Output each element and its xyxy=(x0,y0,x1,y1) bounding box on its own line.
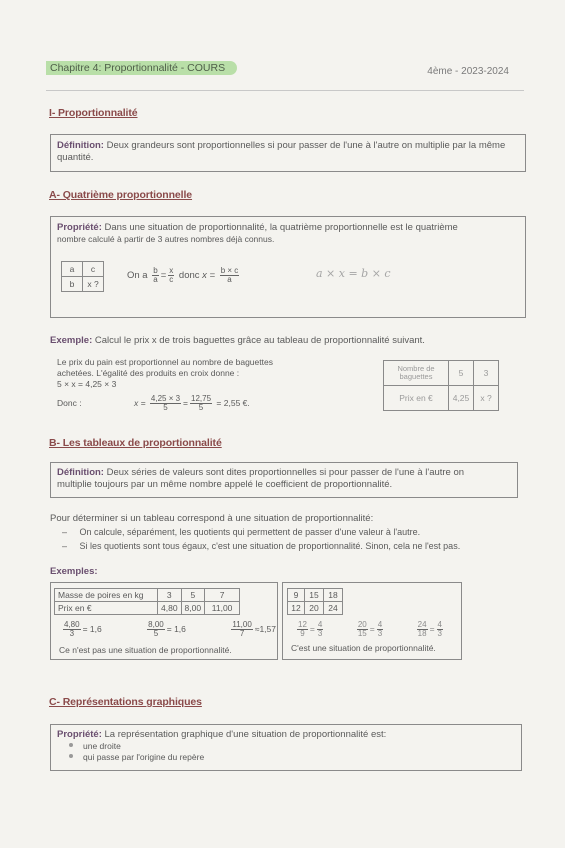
table-cell: 5 xyxy=(181,589,205,602)
x-equals: x = xyxy=(202,270,216,282)
table-cell: x ? xyxy=(474,386,499,411)
property-text: Dans une situation de proportionnalité, la quatrième proportionnelle est le quatrième xyxy=(104,222,458,233)
quotients-2 xyxy=(295,621,445,638)
chapter-title: Chapitre 4: Proportionnalité - COURS xyxy=(46,61,237,75)
explanation-line: 5 × x = 4,25 × 3 xyxy=(57,379,117,389)
conclusion-1: Ce n'est pas une situation de proportionnalité. xyxy=(59,645,232,655)
bullet-text: Si les quotients sont tous égaux, c'est une situation de proportionnalité. Sinon, cela ne l'est pas. xyxy=(79,541,461,551)
equals: = xyxy=(369,623,375,634)
table-cell: 12 xyxy=(288,602,305,615)
section-title: I- Proportionnalité xyxy=(49,107,138,119)
equals: = xyxy=(309,623,315,634)
table-header: Prix en € xyxy=(55,602,158,615)
table-header: Prix en € xyxy=(384,386,449,411)
denominator: 3 xyxy=(437,629,442,638)
definition-label: Définition: xyxy=(57,140,104,151)
table-cell: 15 xyxy=(305,589,324,602)
explanation-line: Le prix du pain est proportionnel au nombre de baguettes xyxy=(57,357,273,367)
table-cell: 11,00 xyxy=(205,602,240,615)
donc-label: Donc : xyxy=(57,397,82,408)
table-cell: 3 xyxy=(158,589,182,602)
example-label: Exemple: xyxy=(50,335,93,346)
numerator: 12 xyxy=(298,620,307,629)
pears-table xyxy=(54,588,240,615)
method-bullet: – On calcule, séparément, les quotients qui permettent de passer d'une valeur à l'autre. xyxy=(62,527,421,537)
numerator: x xyxy=(169,266,174,275)
bullet-text: une droite xyxy=(83,741,121,751)
quotient-result: ≈1,57 xyxy=(254,623,276,634)
denominator: 3 xyxy=(317,629,323,638)
example-box-1 xyxy=(50,582,278,660)
property-box xyxy=(50,216,526,318)
quotient xyxy=(229,621,276,638)
definition-text: Deux séries de valeurs sont dites proportionnelles si pour passer de l'une à l'autre on xyxy=(106,467,465,478)
denominator: a xyxy=(153,275,158,284)
method-intro: Pour déterminer si un tableau correspond à une situation de proportionnalité: xyxy=(50,513,374,524)
fraction xyxy=(190,395,212,412)
quotient xyxy=(295,621,325,638)
method-bullet: – Si les quotients sont tous égaux, c'est une situation de proportionnalité. Sinon, cela ne l'est pas. xyxy=(62,541,461,551)
table-cell: 8,00 xyxy=(181,602,205,615)
equals: = xyxy=(160,270,167,282)
denominator: 5 xyxy=(163,403,168,412)
table-cell: 24 xyxy=(324,602,343,615)
denominator: 9 xyxy=(300,629,305,638)
denominator: 7 xyxy=(239,629,245,638)
table-cell: 4,25 xyxy=(449,386,474,411)
formula xyxy=(127,267,241,284)
fraction xyxy=(152,267,158,284)
quotient xyxy=(415,621,445,638)
section-title: B- Les tableaux de proportionnalité xyxy=(49,437,222,449)
formula-donc: donc xyxy=(178,270,200,282)
table-cell: 20 xyxy=(305,602,324,615)
definition-box xyxy=(50,134,526,172)
grid-cell-a: a xyxy=(62,262,83,277)
bullet-dot-icon xyxy=(69,743,73,747)
table-header: Masse de poires en kg xyxy=(55,589,158,602)
denominator: c xyxy=(169,275,174,284)
numerator: b × c xyxy=(220,266,239,275)
table-header: Nombre de baguettes xyxy=(384,361,449,386)
example-text: Calcul le prix x de trois baguettes grâce au tableau de proportionnalité suivant. xyxy=(94,335,425,346)
explanation-line: achetées. L'égalité des produits en croix donne : xyxy=(57,368,240,378)
header-divider xyxy=(46,90,524,91)
property-box xyxy=(50,724,522,771)
quotient-result: = 1,6 xyxy=(82,623,102,634)
denominator: 5 xyxy=(198,403,204,412)
table-cell: 18 xyxy=(324,589,343,602)
property-label: Propriété: xyxy=(57,222,102,233)
quotient xyxy=(355,621,385,638)
formula-on: On a xyxy=(127,270,148,282)
bullet-dot-icon xyxy=(69,754,73,758)
school-year: 4ème - 2023-2024 xyxy=(427,66,509,77)
examples-label: Exemples: xyxy=(50,566,98,577)
property-text: La représentation graphique d'une situation de proportionnalité est: xyxy=(104,729,387,740)
fraction xyxy=(150,395,181,412)
equals: = xyxy=(183,397,189,408)
denominator: 3 xyxy=(377,629,383,638)
numerator: 4 xyxy=(317,620,323,629)
numerator: 8,00 xyxy=(148,620,164,629)
x-equals: x = xyxy=(133,397,146,408)
denominator: 15 xyxy=(357,629,367,638)
table-cell: 3 xyxy=(474,361,499,386)
baguette-table xyxy=(383,360,499,411)
example-heading xyxy=(50,335,425,347)
numerator: 4 xyxy=(437,620,442,629)
quotients-1 xyxy=(61,621,276,638)
fraction xyxy=(168,267,174,284)
example-result xyxy=(57,395,250,412)
section-title: C- Représentations graphiques xyxy=(49,696,202,708)
example-box-2 xyxy=(282,582,462,660)
definition-text-2: multiplie toujours par un même nombre appelé le coefficient de proportionnalité. xyxy=(57,479,393,490)
denominator: 3 xyxy=(69,629,75,638)
numerator: 20 xyxy=(357,620,367,629)
grid-cell-x: x ? xyxy=(83,277,104,292)
example-explanation xyxy=(57,357,367,390)
property-text-2: nombre calculé à partir de 3 autres nombres déjà connus. xyxy=(57,234,275,244)
equals: = xyxy=(429,623,435,634)
quotient-result: = 1,6 xyxy=(166,623,186,634)
section-title: A- Quatrième proportionnelle xyxy=(49,189,193,201)
quotient xyxy=(61,621,102,638)
property-bullet xyxy=(51,752,521,763)
numerator: 4,80 xyxy=(64,620,80,629)
denominator: a xyxy=(227,275,232,284)
definition-text: Deux grandeurs sont proportionnelles si pour passer de l'une à l'autre on multiplie par la même quantité. xyxy=(57,140,506,163)
table-cell: 9 xyxy=(288,589,305,602)
numerator: b xyxy=(153,266,158,275)
numbers-table xyxy=(287,588,343,615)
bullet-text: On calcule, séparément, les quotients qui permettent de passer d'une valeur à l'autre. xyxy=(79,527,421,537)
property-label: Propriété: xyxy=(57,729,102,740)
fraction xyxy=(220,267,240,284)
table-cell: 4,80 xyxy=(158,602,182,615)
quotient xyxy=(145,621,186,638)
handwritten-note: a × x = b × c xyxy=(316,267,391,280)
numerator: 12,75 xyxy=(191,394,212,403)
table-cell: 5 xyxy=(449,361,474,386)
denominator: 5 xyxy=(153,629,159,638)
property-bullet xyxy=(51,741,521,752)
bullet-text: qui passe par l'origine du repère xyxy=(83,752,205,762)
numerator: 11,00 xyxy=(232,620,252,629)
grid-cell-b: b xyxy=(62,277,83,292)
numerator: 4 xyxy=(377,620,383,629)
denominator: 18 xyxy=(417,629,427,638)
numerator: 4,25 × 3 xyxy=(150,394,181,403)
numerator: 24 xyxy=(417,620,427,629)
result: = 2,55 €. xyxy=(216,397,250,408)
definition-box xyxy=(50,462,518,498)
grid-cell-c: c xyxy=(83,262,104,277)
cross-product-grid xyxy=(61,261,104,292)
definition-label: Définition: xyxy=(57,467,104,478)
conclusion-2: C'est une situation de proportionnalité. xyxy=(291,643,436,653)
table-cell: 7 xyxy=(205,589,240,602)
